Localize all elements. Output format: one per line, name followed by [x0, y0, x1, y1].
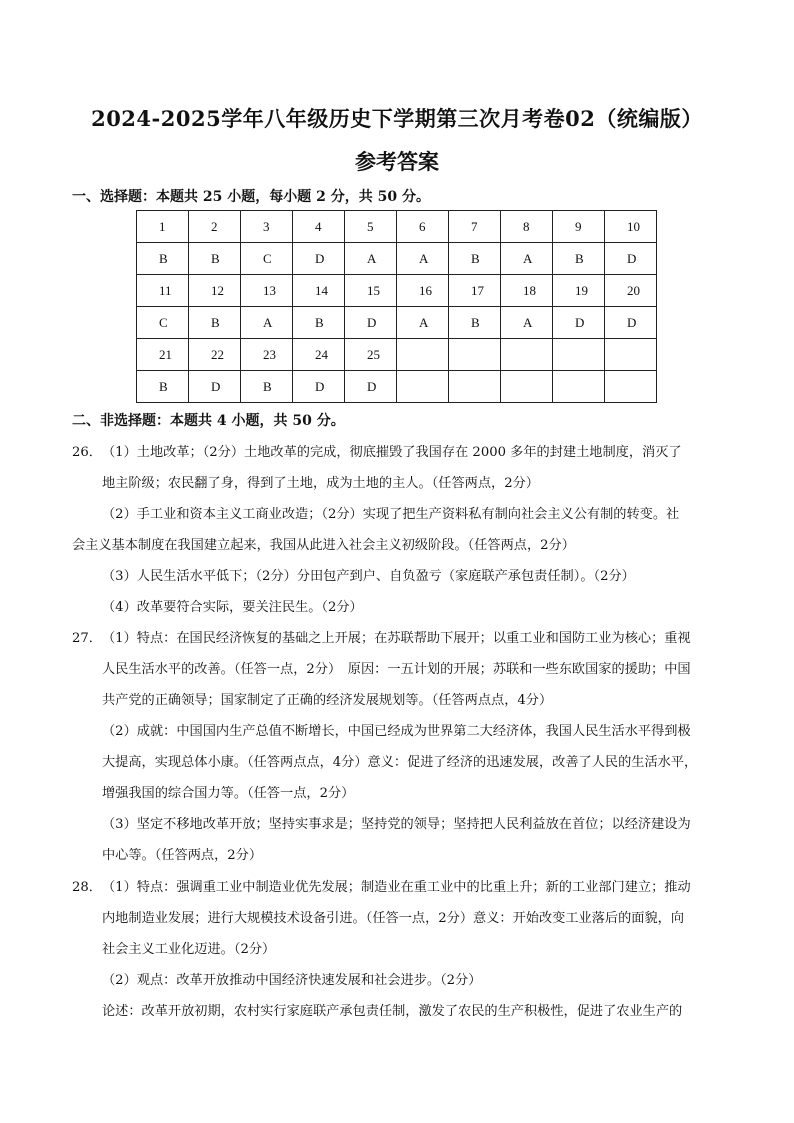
section2-heading: 二、非选择题：本题共 4 小题，共 50 分。	[72, 413, 345, 429]
page-title: 2024-2025学年八年级历史下学期第三次月考卷02（统编版）	[91, 106, 703, 131]
answer-table-cell: D	[553, 307, 605, 339]
answer-table-cell	[397, 339, 449, 371]
answer-table-cell: D	[345, 307, 397, 339]
answer-table-cell: B	[241, 371, 293, 403]
answer-table-body	[137, 211, 657, 403]
answer-table-cell: B	[137, 371, 189, 403]
answer-table-row	[137, 339, 657, 371]
answer-table-cell	[449, 371, 501, 403]
answer-table-cell: A	[501, 243, 553, 275]
q28-line-1: 28．（1）特点：强调重工业中制造业优先发展；制造业在重工业中的比重上升；新的工业部门建立；推动	[72, 872, 732, 903]
q28-line-3: 社会主义工业化迈进。（2分）	[102, 942, 276, 957]
answer-table-cell: 5	[345, 211, 397, 243]
answer-table-cell: 6	[397, 211, 449, 243]
q27-line-2: 人民生活水平的改善。（任答一点，2分） 原因：一五计划的开展；苏联和一些东欧国家的援助；中国	[102, 662, 691, 677]
answer-table-cell: 25	[345, 339, 397, 371]
q27-line-5: 大提高，实现总体小康。（任答两点点，4分）意义：促进了经济的迅速发展，改善了人民的生活水平，	[102, 755, 698, 770]
answer-table-cell: B	[449, 307, 501, 339]
answer-table-cell: D	[605, 243, 657, 275]
answer-table-cell	[501, 339, 553, 371]
answer-table-cell: D	[293, 371, 345, 403]
page-subtitle: 参考答案	[355, 149, 439, 174]
q27-number: 27．	[72, 631, 102, 646]
answer-table-cell: 17	[449, 275, 501, 307]
q26-line-4: 会主义基本制度在我国建立起来，我国从此进入社会主义初级阶段。（任答两点，2分）	[72, 538, 575, 553]
answer-table-cell: B	[449, 243, 501, 275]
answer-table-cell: D	[189, 371, 241, 403]
answer-table-cell	[553, 339, 605, 371]
answer-table-cell: A	[241, 307, 293, 339]
answer-table-cell: 23	[241, 339, 293, 371]
q27-line-7: （3）坚定不移地改革开放；坚持实事求是；坚持党的领导；坚持把人民利益放在首位；以经济建设为	[102, 817, 691, 832]
q27-line-4: （2）成就：中国国内生产总值不断增长，中国已经成为世界第二大经济体，我国人民生活水平得到极	[102, 724, 691, 739]
q28-line-5: 论述：改革开放初期，农村实行家庭联产承包责任制，激发了农民的生产积极性，促进了农业生产的	[102, 1004, 683, 1019]
answer-table-cell	[553, 371, 605, 403]
answer-table-cell: 12	[189, 275, 241, 307]
q27-line-3: 共产党的正确领导；国家制定了正确的经济发展规划等。（任答两点点，4分）	[102, 693, 553, 708]
answer-table-row	[137, 275, 657, 307]
question-27	[72, 623, 732, 871]
answer-table-cell: 7	[449, 211, 501, 243]
answer-table-cell	[397, 371, 449, 403]
question-26	[72, 437, 732, 623]
answer-table-cell: 24	[293, 339, 345, 371]
section1-heading: 一、选择题：本题共 25 小题，每小题 2 分，共 50 分。	[72, 189, 430, 205]
answer-table-cell: 19	[553, 275, 605, 307]
q28-number: 28．	[72, 880, 102, 895]
answer-table-cell: C	[241, 243, 293, 275]
answer-table-cell: D	[605, 307, 657, 339]
q28-line-2: 内地制造业发展；进行大规模技术设备引进。（任答一点，2分）意义：开始改变工业落后的面貌，向	[102, 911, 685, 926]
answer-table-cell	[605, 371, 657, 403]
answer-table-cell: 20	[605, 275, 657, 307]
answer-table-cell: 8	[501, 211, 553, 243]
q26-line-5: （3）人民生活水平低下；（2分）分田包产到户、自负盈亏（家庭联产承包责任制）。（2分）	[102, 569, 635, 584]
answer-table-cell: 3	[241, 211, 293, 243]
answer-table-cell: 14	[293, 275, 345, 307]
answer-table-cell: A	[501, 307, 553, 339]
answer-table-cell: 11	[137, 275, 189, 307]
answer-table	[136, 210, 657, 403]
answer-table-cell: D	[293, 243, 345, 275]
q26-line-1: 26．（1）土地改革；（2分）土地改革的完成，彻底摧毁了我国存在 2000 多年的封建土地制度，消灭了	[72, 437, 732, 468]
answer-table-cell: B	[293, 307, 345, 339]
q26-line-2: 地主阶级；农民翻了身，得到了土地，成为土地的主人。（任答两点，2分）	[102, 476, 539, 491]
answer-table-cell: A	[397, 243, 449, 275]
answer-table-row	[137, 307, 657, 339]
answer-table-cell: 21	[137, 339, 189, 371]
answer-table-cell: A	[397, 307, 449, 339]
question-28	[72, 872, 732, 1027]
answer-table-cell: A	[345, 243, 397, 275]
answer-table-row	[137, 211, 657, 243]
answer-table-cell: C	[137, 307, 189, 339]
answer-table-cell	[449, 339, 501, 371]
q27-line-8: 中心等。（任答两点，2分）	[102, 848, 263, 863]
answer-table-cell: 18	[501, 275, 553, 307]
answer-table-row	[137, 371, 657, 403]
q28-line-4: （2）观点：改革开放推动中国经济快速发展和社会进步。（2分）	[102, 973, 482, 988]
q27-line-6: 增强我国的综合国力等。（任答一点，2分）	[102, 786, 355, 801]
answer-table-cell: 2	[189, 211, 241, 243]
q26-line-3: （2）手工业和资本主义工商业改造；（2分）实现了把生产资料私有制向社会主义公有制的转变。社	[102, 507, 680, 522]
answer-table-cell: B	[553, 243, 605, 275]
answer-table-cell: B	[189, 307, 241, 339]
answer-table-cell: 1	[137, 211, 189, 243]
answer-table-cell: 10	[605, 211, 657, 243]
answer-table-cell: B	[189, 243, 241, 275]
answer-table-cell: 13	[241, 275, 293, 307]
answer-table-cell: 4	[293, 211, 345, 243]
answer-table-cell	[605, 339, 657, 371]
q26-line-6: （4）改革要符合实际，要关注民生。（2分）	[102, 600, 363, 615]
answer-table-cell: 22	[189, 339, 241, 371]
answer-table-cell	[501, 371, 553, 403]
q26-number: 26．	[72, 445, 102, 460]
q27-line-1: 27．（1）特点：在国民经济恢复的基础之上开展；在苏联帮助下展开；以重工业和国防工业为核心；重视	[72, 623, 732, 654]
answer-table-cell: D	[345, 371, 397, 403]
answer-table-row	[137, 243, 657, 275]
answer-table-cell: 9	[553, 211, 605, 243]
answer-table-cell: 16	[397, 275, 449, 307]
answer-table-cell: B	[137, 243, 189, 275]
answer-table-cell: 15	[345, 275, 397, 307]
